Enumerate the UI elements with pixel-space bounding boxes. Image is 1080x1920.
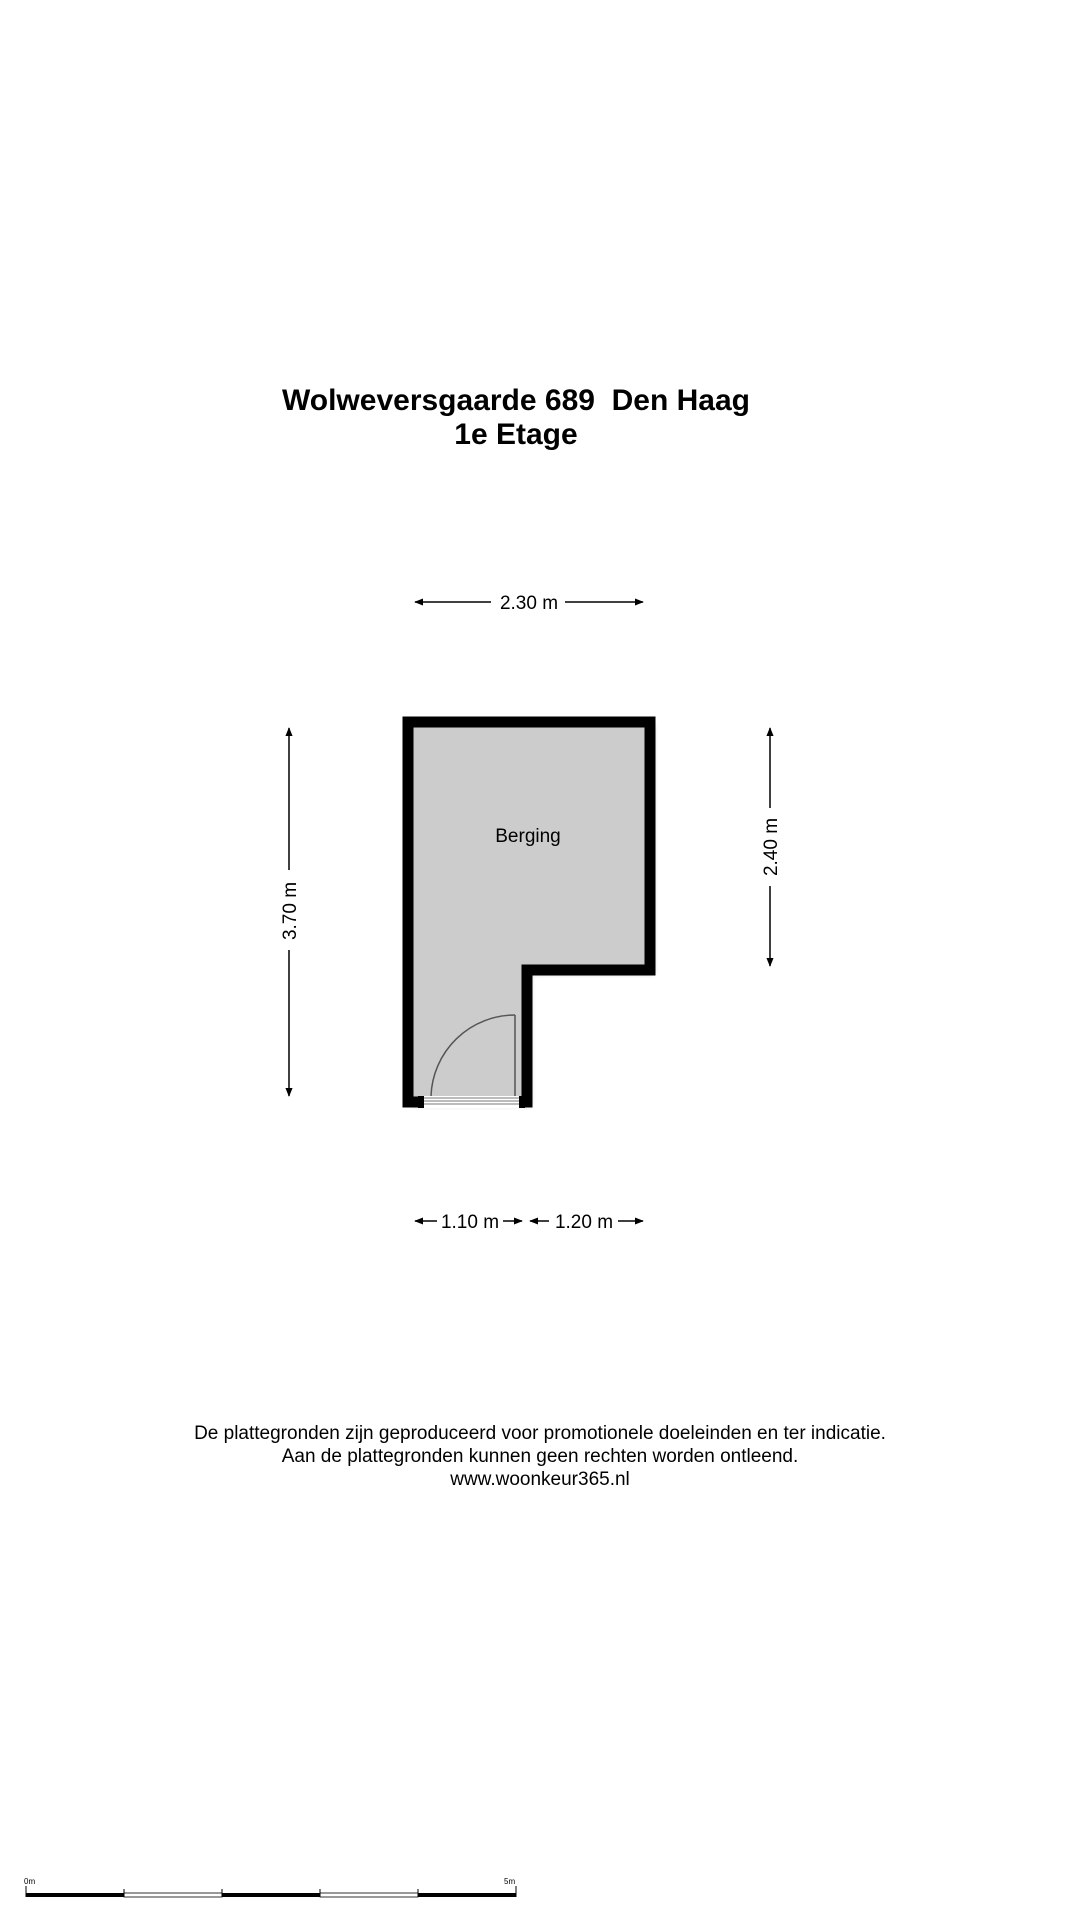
scale-bar-end-label: 5m [504, 1877, 516, 1886]
disclaimer-line-2: Aan de plattegronden kunnen geen rechten worden ontleend. [281, 1446, 799, 1467]
address-title: Wolweversgaarde 689 Den Haag [282, 384, 750, 417]
dimension-bottom-left: 1.10 m [440, 1212, 500, 1233]
dimension-top-width: 2.30 m [499, 593, 559, 614]
scale-bar-segment [320, 1893, 418, 1897]
scale-bar-segment [222, 1893, 320, 1897]
floor-title: 1e Etage [454, 418, 578, 451]
dimension-right-height: 2.40 m [761, 817, 782, 877]
scale-bar-segment [124, 1893, 222, 1897]
disclaimer-website[interactable]: www.woonkeur365.nl [450, 1469, 630, 1490]
scale-bar-segment [418, 1893, 516, 1897]
door-jamb [418, 1096, 424, 1108]
scale-bar [24, 1877, 516, 1897]
disclaimer-line-1: De plattegronden zijn geproduceerd voor promotionele doeleinden en ter indicatie. [194, 1423, 886, 1444]
dimension-bottom-right: 1.20 m [554, 1212, 614, 1233]
disclaimer-text [0, 1422, 1080, 1491]
scale-bar-start-label: 0m [24, 1877, 36, 1886]
scale-bar-segment [26, 1893, 124, 1897]
room-label-berging: Berging [495, 826, 561, 847]
dimension-left-height: 3.70 m [280, 881, 301, 941]
door-jamb [519, 1096, 525, 1108]
